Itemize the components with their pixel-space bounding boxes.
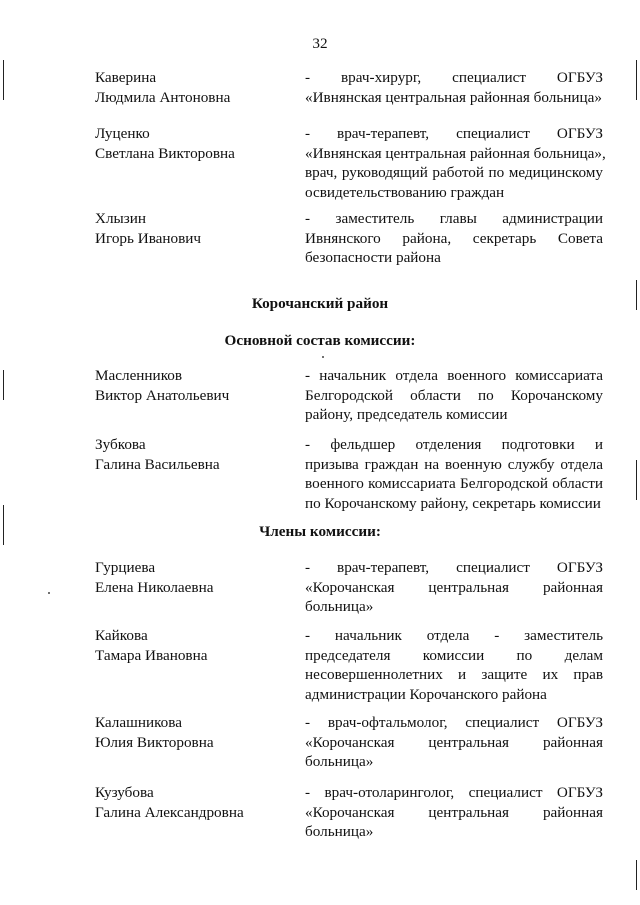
person-role — [305, 435, 603, 513]
surname: Каверина — [95, 69, 157, 86]
role-line: - врач-терапевт, специалист ОГБУЗ — [305, 559, 603, 576]
scan-margin-mark — [636, 280, 637, 310]
surname: Хлызин — [95, 210, 147, 227]
given-names: Тамара Ивановна — [95, 646, 208, 664]
role-line: району, председатель комиссии — [305, 406, 508, 423]
role-line: освидетельствованию граждан — [305, 183, 505, 201]
scan-speck — [48, 592, 50, 594]
role-line: больница» — [305, 753, 374, 770]
given-names: Людмила Антоновна — [95, 88, 231, 106]
role-line: призыва граждан на военную службу отдела — [305, 455, 603, 473]
role-line: «Корочанская центральная районная — [305, 578, 603, 596]
surname: Луценко — [95, 125, 150, 142]
person-name — [95, 68, 295, 107]
surname: Кузубова — [95, 784, 154, 801]
role-line: - заместитель главы администрации — [305, 210, 603, 227]
role-line: - врач-хирург, специалист ОГБУЗ — [305, 69, 603, 86]
person-name — [95, 626, 295, 665]
given-names: Светлана Викторовна — [95, 144, 235, 162]
given-names: Игорь Иванович — [95, 229, 202, 247]
scan-margin-mark — [636, 60, 637, 100]
given-names: Галина Александровна — [95, 803, 244, 821]
person-name — [95, 783, 295, 822]
scan-margin-mark — [3, 370, 4, 400]
given-names: Виктор Анатольевич — [95, 386, 230, 404]
role-line: «Корочанская центральная районная — [305, 733, 603, 751]
person-name — [95, 713, 295, 752]
page-number: 32 — [312, 35, 328, 52]
role-line: по Корочанскому району, секретарь комиссии — [305, 494, 601, 512]
person-name — [95, 435, 295, 474]
role-line: - врач-офтальмолог, специалист ОГБУЗ — [305, 714, 603, 731]
person-role — [305, 124, 606, 202]
person-role — [305, 783, 603, 842]
scan-margin-mark — [3, 505, 4, 545]
person-name — [95, 366, 295, 405]
role-line: председателя комиссии по делам — [305, 646, 603, 664]
surname: Кайкова — [95, 627, 148, 644]
role-line: Ивнянского района, секретарь Совета — [305, 229, 603, 247]
surname: Зубкова — [95, 436, 146, 453]
given-names: Юлия Викторовна — [95, 733, 214, 751]
person-role — [305, 626, 603, 704]
surname: Масленников — [95, 367, 183, 384]
role-line: - начальник отдела - заместитель — [305, 627, 603, 644]
person-role — [305, 713, 603, 772]
scan-margin-mark — [3, 60, 4, 100]
role-line: - врач-терапевт, специалист ОГБУЗ — [305, 125, 603, 142]
role-line: больница» — [305, 598, 374, 615]
role-line: безопасности района — [305, 249, 441, 266]
surname: Калашникова — [95, 714, 182, 731]
role-line: «Ивнянская центральная районная больница» — [305, 88, 603, 106]
person-role — [305, 209, 603, 268]
role-line: «Корочанская центральная районная — [305, 803, 603, 821]
role-line: администрации Корочанского района — [305, 685, 547, 703]
given-names: Елена Николаевна — [95, 578, 214, 596]
members-title: Члены комиссии: — [259, 523, 381, 540]
role-line: - фельдшер отделения подготовки и — [305, 436, 603, 453]
role-line: - начальник отдела военного комиссариата — [305, 367, 603, 384]
role-line: - врач-отоларинголог, специалист ОГБУЗ — [305, 784, 603, 801]
scan-margin-mark — [636, 860, 637, 890]
person-role — [305, 366, 603, 425]
scan-margin-mark — [636, 460, 637, 500]
person-name — [95, 558, 295, 597]
role-line: «Ивнянская центральная районная больница», — [305, 144, 606, 162]
scan-speck — [322, 356, 324, 358]
role-line: больница» — [305, 823, 374, 840]
surname: Гурциева — [95, 559, 156, 576]
role-line: несовершеннолетних и защите их прав — [305, 666, 603, 683]
person-name — [95, 209, 295, 248]
person-role — [305, 558, 603, 617]
role-line: врач, руководящий работой по медицинскому — [305, 164, 603, 181]
role-line: военного комиссариата Белгородской области — [305, 475, 603, 492]
main-composition-title: Основной состав комиссии: — [224, 332, 416, 349]
person-name — [95, 124, 295, 163]
person-role — [305, 68, 603, 107]
role-line: Белгородской области по Корочанскому — [305, 386, 603, 404]
district-title: Корочанский район — [251, 295, 389, 312]
given-names: Галина Васильевна — [95, 455, 220, 473]
